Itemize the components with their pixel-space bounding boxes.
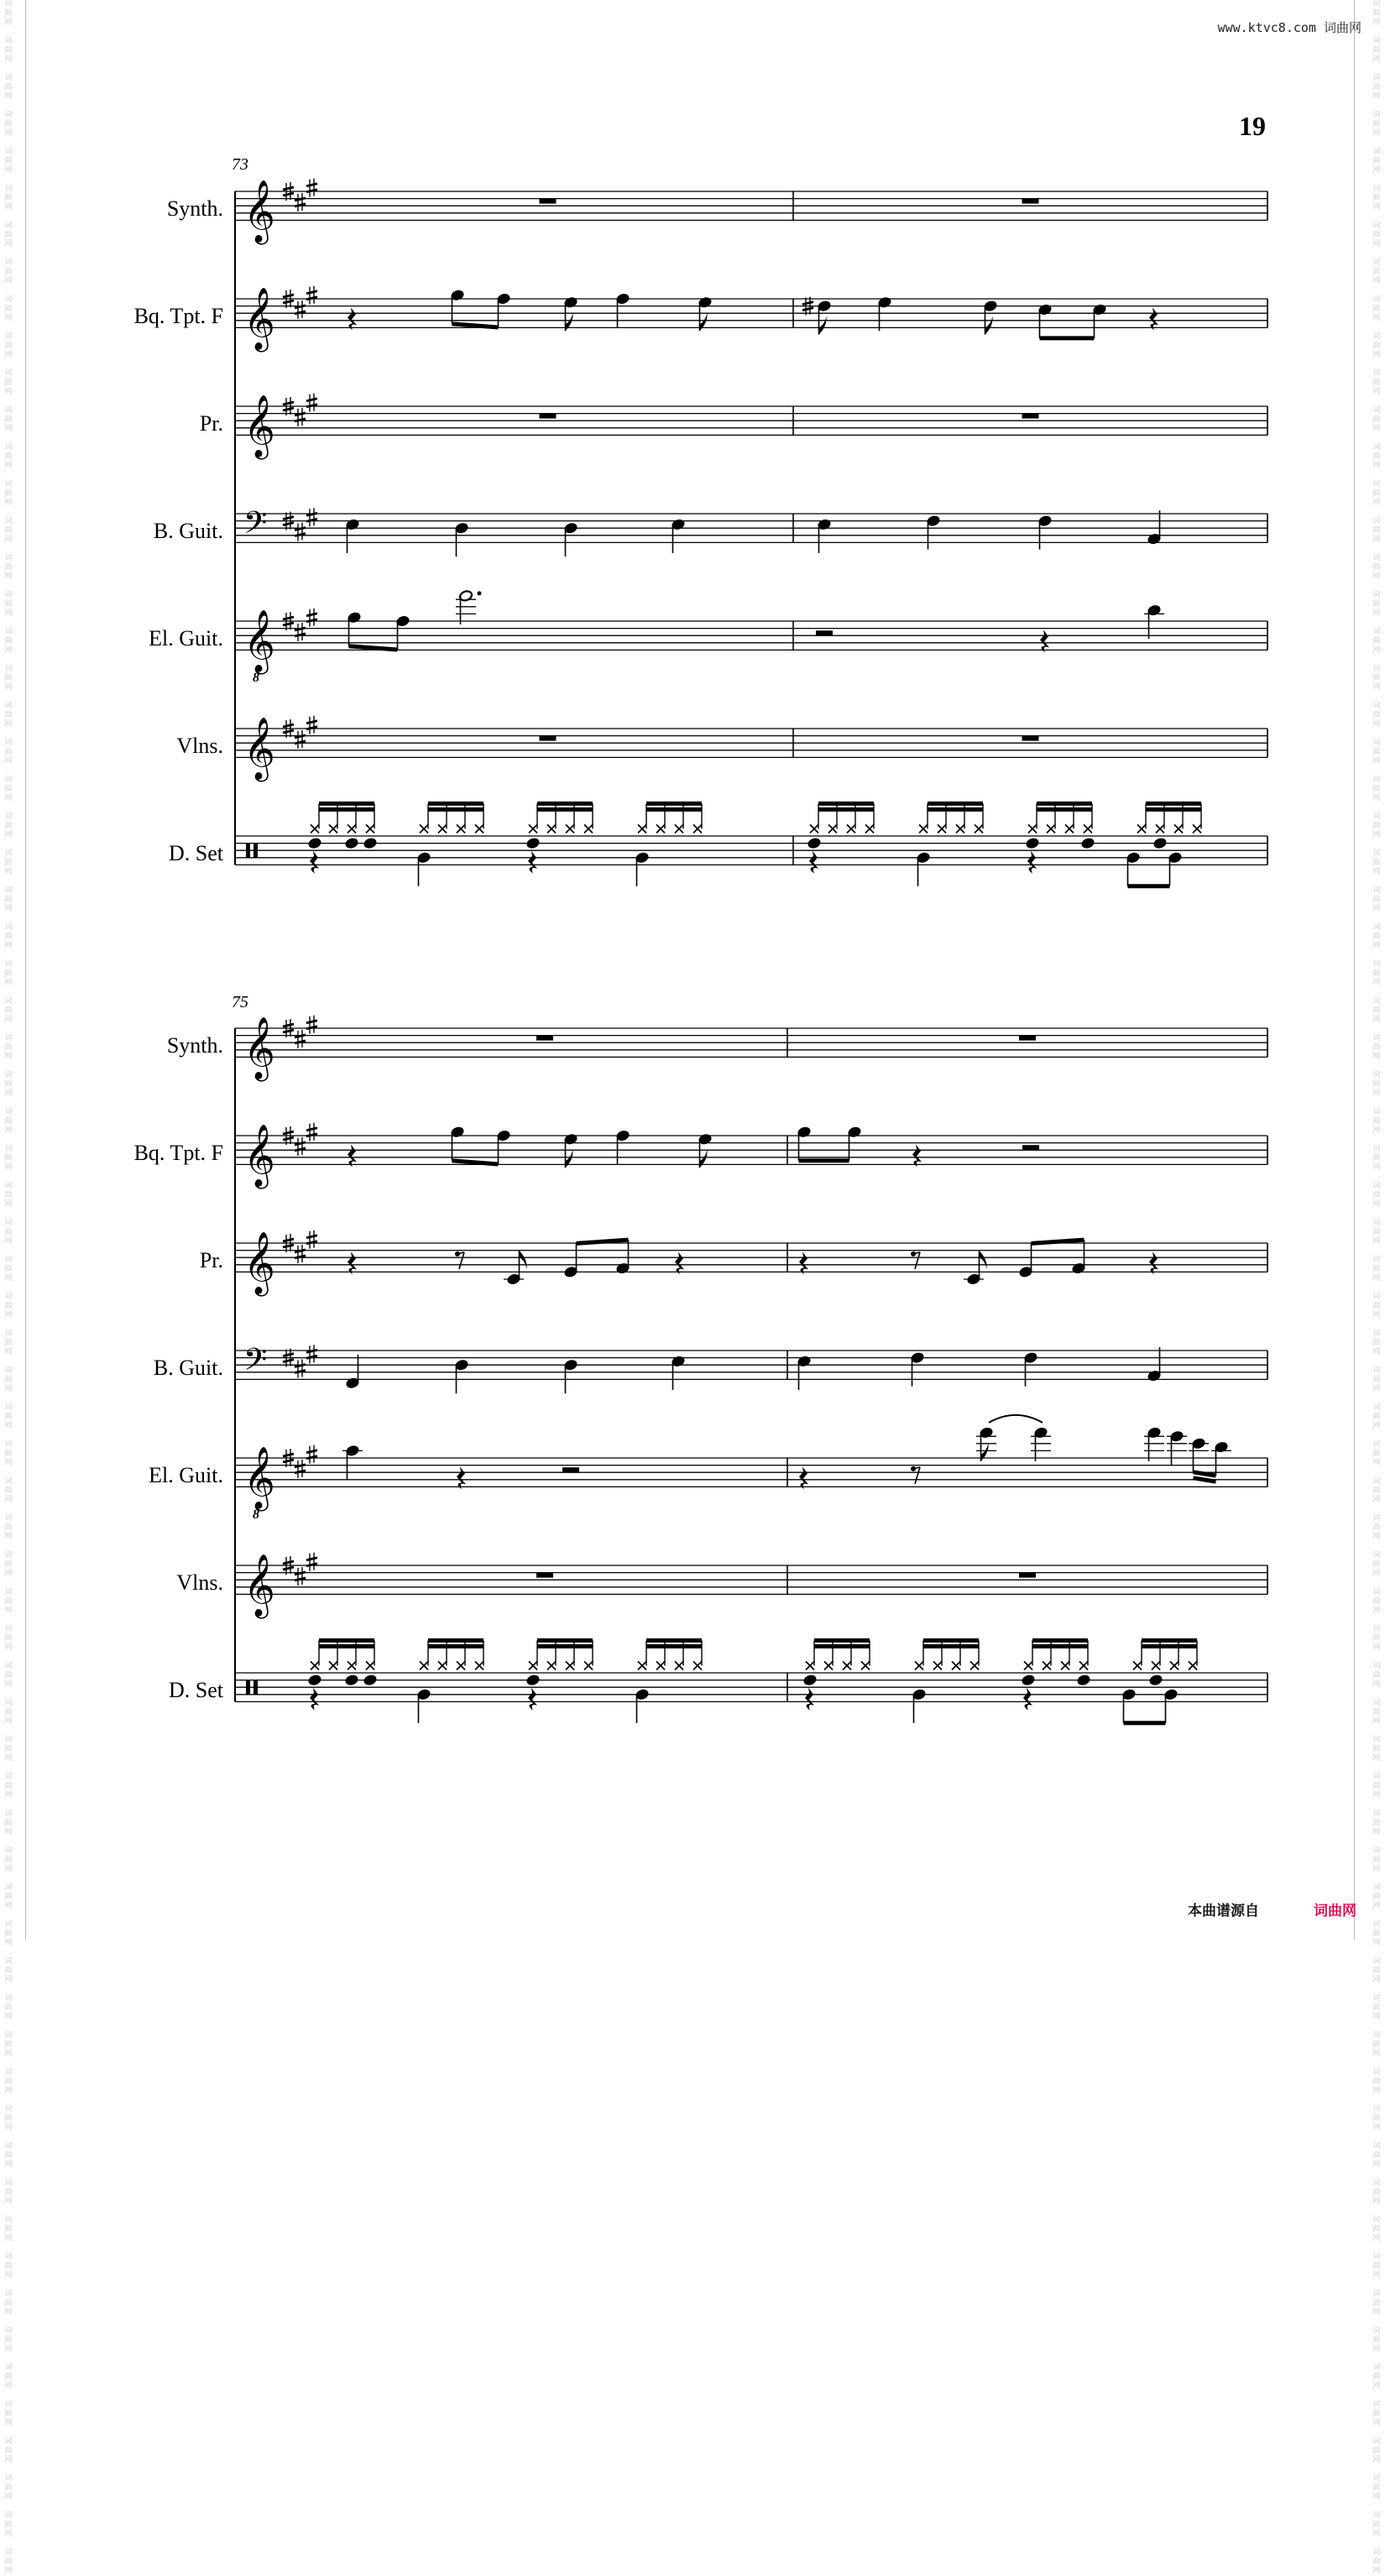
- quarter-rest: [675, 1251, 684, 1274]
- bass-clef-icon: 𝄢: [243, 1342, 268, 1385]
- note-flag: [520, 1251, 527, 1269]
- quarter-rest: [310, 851, 319, 874]
- sharp-sign: [306, 184, 317, 186]
- snare-note: [307, 837, 321, 849]
- sharp-sign: [306, 614, 317, 616]
- sharp-sign: [283, 617, 294, 619]
- snare-note: [1021, 1674, 1035, 1686]
- instrument-label: El. Guit.: [149, 626, 223, 651]
- footer-brand-logo[interactable]: 词曲网: [1314, 1903, 1356, 1920]
- quarter-rest: [805, 1688, 814, 1711]
- instrument-label: B. Guit.: [153, 519, 223, 543]
- quarter-rest: [1149, 1251, 1158, 1274]
- instrument-label: Vlns.: [176, 1570, 223, 1595]
- sharp-sign: [283, 1030, 294, 1032]
- page-number: 19: [1239, 111, 1266, 141]
- quarter-rest: [528, 1688, 537, 1711]
- quarter-rest: [1027, 851, 1037, 874]
- whole-rest: [1022, 736, 1039, 741]
- sharp-sign: [802, 302, 813, 305]
- sharp-sign: [283, 193, 294, 196]
- snare-note: [1152, 837, 1167, 849]
- sharp-sign: [283, 1561, 294, 1564]
- footer-source-label: 本曲谱源自: [1188, 1903, 1259, 1920]
- quarter-rest: [348, 1251, 357, 1274]
- sharp-sign: [283, 517, 294, 520]
- snare-note: [344, 1674, 358, 1686]
- sharp-sign: [306, 399, 317, 401]
- treble-clef-icon: 𝄞: [243, 1125, 275, 1187]
- sharp-sign: [283, 1567, 294, 1570]
- quarter-rest: [809, 851, 818, 874]
- snare-note: [1076, 1674, 1090, 1686]
- sharp-sign: [283, 1239, 294, 1241]
- percussion-clef-icon: [253, 844, 258, 858]
- treble-clef-icon: 𝄞: [243, 288, 275, 350]
- sharp-sign: [802, 308, 813, 311]
- sharp-sign: [283, 1360, 294, 1362]
- quarter-rest: [912, 1144, 922, 1167]
- note-beam: [452, 1161, 499, 1164]
- sharp-sign: [283, 730, 294, 733]
- percussion-clef-icon: [253, 1680, 258, 1695]
- sharp-sign: [283, 1137, 294, 1140]
- instrument-label: El. Guit.: [149, 1463, 223, 1487]
- instrument-label: Synth.: [166, 196, 223, 221]
- eighth-rest: [915, 1252, 920, 1269]
- instrument-label: Bq. Tpt. F: [133, 1141, 223, 1165]
- sharp-sign: [283, 1354, 294, 1356]
- treble-clef-icon: 𝄞: [243, 1447, 275, 1509]
- quarter-rest: [799, 1466, 808, 1489]
- whole-rest: [540, 414, 557, 419]
- quarter-rest: [457, 1466, 466, 1489]
- sharp-sign: [283, 295, 294, 297]
- sharp-sign: [283, 724, 294, 727]
- whole-rest: [540, 199, 557, 204]
- bass-clef-icon: 𝄢: [243, 505, 268, 548]
- sharp-sign: [306, 721, 317, 724]
- tie: [989, 1415, 1043, 1423]
- quarter-rest: [348, 1144, 357, 1167]
- treble-clef-icon: 𝄞: [243, 718, 275, 780]
- dot: [478, 591, 482, 595]
- treble-clef-icon: 𝄞: [243, 1232, 275, 1294]
- watermark-strip-left: 词 曲 网 词 曲 网 词 曲 网 词 曲 网 词 曲 网 词 曲 网 词 曲 网 词 曲 网 词 曲 网 词 曲 网 词 曲 网 词 曲 网 词 曲 网 词 曲 网 词 曲 网 词 曲 网 词 曲 网 词 曲 网 词 曲 网 词 曲 网 词 曲 网 词 曲 网 词 曲 网 词 曲 网 词 曲 网 词 曲 网 词 曲 网 词 曲 网 词 曲 网 词 曲 网 词 曲 网 词 曲 网 词 曲 网 词 曲 网 词 曲 网 词 曲 网 词 曲 网 词 曲 网 词 曲 网 词 曲 网 词 曲 网 词 曲 网 词 曲 网 词 曲 网 词 曲 网 词 曲 网 词 曲 网 词 曲 网 词 曲 网 词 曲 网 词 曲 网 词 曲 网 词 曲 网 词 曲 网 词 曲 网 词 曲 网 词 曲 网 词 曲 网 词 曲 网 词 曲 网 词 曲 网 词 曲 网 词 曲 网 词 曲 网 词 曲 网 词 曲 网 词 曲 网 词 曲 网 词 曲 网 词 曲 网: [4, 0, 13, 2575]
- treble-clef-icon: 𝄞: [243, 395, 275, 457]
- whole-rest: [536, 1036, 553, 1041]
- sharp-sign: [306, 1558, 317, 1560]
- quarter-rest: [1023, 1688, 1032, 1711]
- sharp-sign: [306, 1128, 317, 1131]
- sharp-sign: [306, 1450, 317, 1453]
- sharp-sign: [283, 1131, 294, 1134]
- instrument-label: Pr.: [199, 411, 223, 436]
- sharp-sign: [306, 1021, 317, 1023]
- sharp-sign: [283, 1245, 294, 1247]
- snare-note: [1148, 1674, 1163, 1686]
- snare-note: [344, 837, 358, 849]
- whole-rest: [1019, 1036, 1036, 1041]
- note-beam: [349, 646, 398, 650]
- octave-mark: 8: [253, 1507, 259, 1522]
- sharp-sign: [306, 291, 317, 294]
- quarter-rest: [348, 307, 357, 330]
- sharp-sign: [283, 1460, 294, 1462]
- sharp-sign: [283, 623, 294, 625]
- measure-number: 75: [232, 993, 248, 1011]
- whole-rest: [540, 736, 557, 741]
- sharp-sign: [283, 408, 294, 410]
- note-beam: [452, 324, 499, 327]
- note-flag: [985, 316, 993, 335]
- quarter-rest: [1040, 630, 1049, 652]
- eighth-rest: [915, 1467, 920, 1484]
- site-header[interactable]: www.ktvc8.com 词曲网: [1217, 20, 1361, 35]
- whole-rest: [1022, 199, 1039, 204]
- snare-note: [363, 837, 377, 849]
- instrument-label: Pr.: [199, 1248, 223, 1272]
- treble-clef-icon: 𝄞: [243, 610, 275, 672]
- whole-rest: [1019, 1573, 1036, 1578]
- treble-clef-icon: 𝄞: [243, 180, 275, 243]
- half-rest: [816, 630, 833, 635]
- instrument-label: Vlns.: [176, 734, 223, 758]
- snare-note: [807, 837, 821, 849]
- measure-number: 73: [232, 155, 248, 174]
- snare-note: [307, 1674, 321, 1686]
- treble-clef-icon: 𝄞: [243, 1554, 275, 1617]
- treble-clef-icon: 𝄞: [243, 1017, 275, 1079]
- half-rest: [562, 1467, 579, 1472]
- sharp-sign: [283, 300, 294, 303]
- note-beam: [1194, 1478, 1216, 1481]
- sharp-sign: [283, 1024, 294, 1027]
- note-flag: [980, 1251, 987, 1269]
- whole-rest: [1022, 414, 1039, 419]
- snare-note: [363, 1674, 377, 1686]
- snare-note: [1025, 837, 1039, 849]
- watermark-strip-right: 词 曲 网 词 曲 网 词 曲 网 词 曲 网 词 曲 网 词 曲 网 词 曲 网 词 曲 网 词 曲 网 词 曲 网 词 曲 网 词 曲 网 词 曲 网 词 曲 网 词 曲 网 词 曲 网 词 曲 网 词 曲 网 词 曲 网 词 曲 网 词 曲 网 词 曲 网 词 曲 网 词 曲 网 词 曲 网 词 曲 网 词 曲 网 词 曲 网 词 曲 网 词 曲 网 词 曲 网 词 曲 网 词 曲 网 词 曲 网 词 曲 网 词 曲 网 词 曲 网 词 曲 网 词 曲 网 词 曲 网 词 曲 网 词 曲 网 词 曲 网 词 曲 网 词 曲 网 词 曲 网 词 曲 网 词 曲 网 词 曲 网 词 曲 网 词 曲 网 词 曲 网 词 曲 网 词 曲 网 词 曲 网 词 曲 网 词 曲 网 词 曲 网 词 曲 网 词 曲 网 词 曲 网 词 曲 网 词 曲 网 词 曲 网 词 曲 网 词 曲 网 词 曲 网 词 曲 网 词 曲 网 词 曲 网: [1372, 0, 1381, 2575]
- sharp-sign: [283, 523, 294, 525]
- percussion-clef-icon: [246, 1680, 250, 1695]
- whole-rest: [536, 1573, 553, 1578]
- eighth-rest: [459, 1252, 464, 1269]
- quarter-rest: [310, 1688, 319, 1711]
- snare-note: [802, 1674, 817, 1686]
- instrument-label: D. Set: [169, 1678, 223, 1702]
- quarter-rest: [799, 1251, 808, 1274]
- sharp-sign: [283, 187, 294, 190]
- octave-mark: 8: [253, 671, 259, 685]
- note-flag: [819, 316, 827, 335]
- instrument-label: Synth.: [166, 1033, 223, 1058]
- sharp-sign: [306, 1236, 317, 1238]
- quarter-rest: [1149, 307, 1158, 330]
- snare-note: [1080, 837, 1095, 849]
- snare-note: [525, 1674, 540, 1686]
- half-rest: [1022, 1145, 1039, 1150]
- sharp-sign: [283, 402, 294, 405]
- instrument-label: B. Guit.: [153, 1356, 223, 1380]
- instrument-label: Bq. Tpt. F: [133, 304, 223, 328]
- quarter-rest: [528, 851, 537, 874]
- percussion-clef-icon: [246, 844, 250, 858]
- snare-note: [525, 837, 540, 849]
- instrument-label: D. Set: [169, 841, 223, 865]
- sharp-sign: [283, 1454, 294, 1456]
